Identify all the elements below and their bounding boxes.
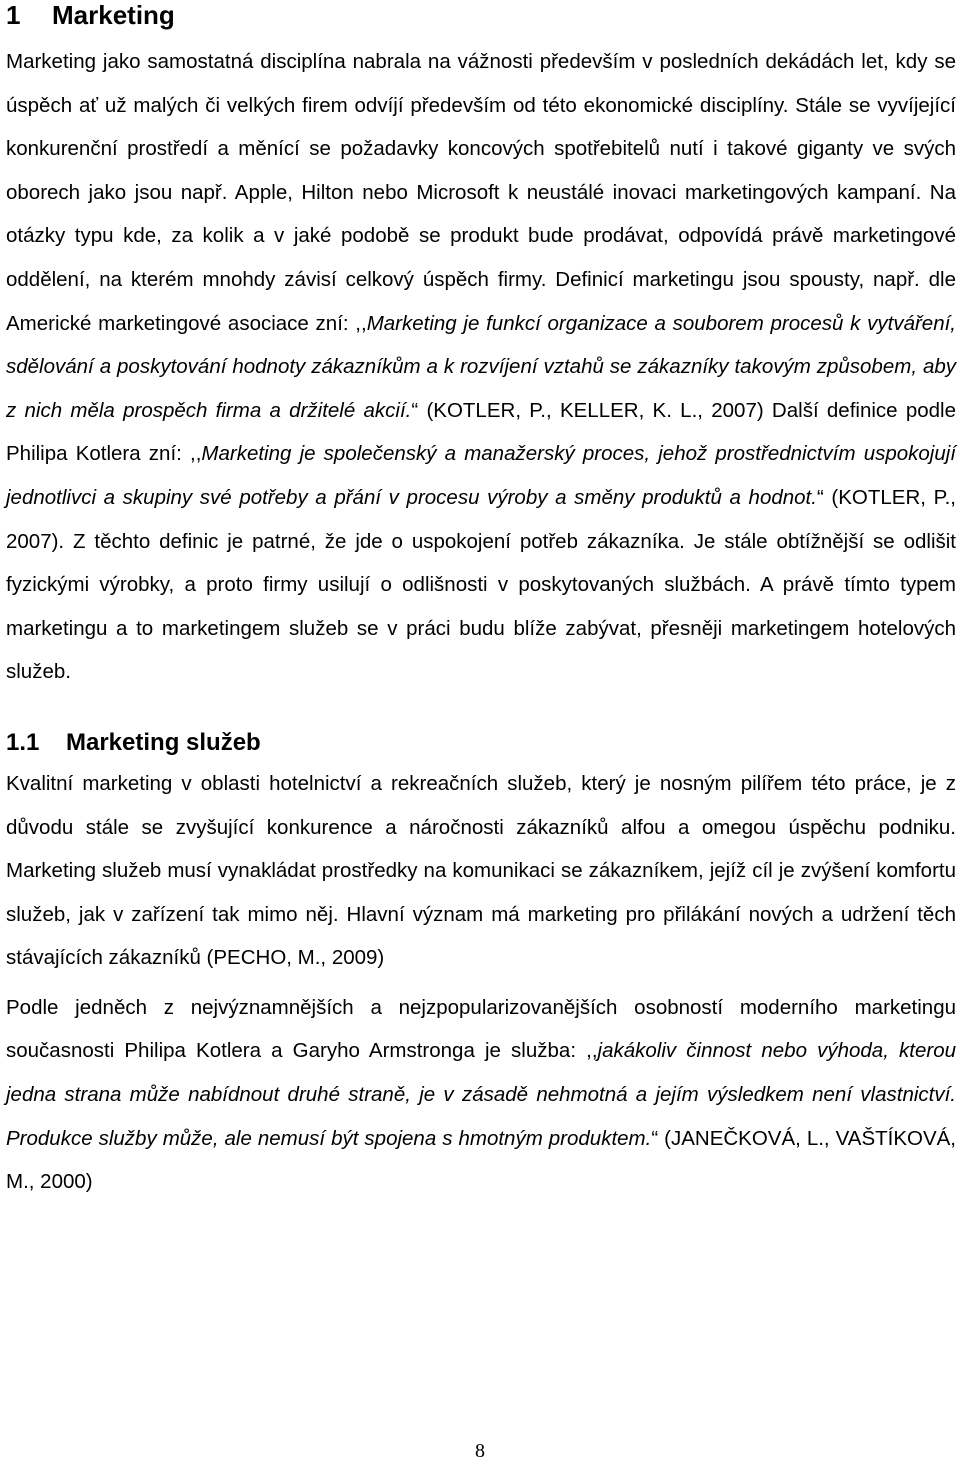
service-definition-quote: jakákoliv činnost nebo výhoda, kterou jedna strana může nabídnout druhé straně, je v zásadě nehmotná a jejím výsledkem není vlastnictví. Produkce služby může, ale nemusí být spojena s hmotným produktem.: [6, 1039, 956, 1150]
page-number: 8: [475, 1440, 485, 1462]
kotler-definition-quote: Marketing je společenský a manažerský proces, jehož prostřednictvím uspokojují jednotlivci a skupiny své potřeby a přání v procesu výroby a směny produktů a hodnot.: [6, 442, 957, 509]
document-page: [6, 0, 956, 1204]
chapter-number: 1: [6, 0, 21, 30]
quote-close-3: “: [651, 1126, 659, 1150]
intro-text-3: (KOTLER, P., 2007). Z těchto definic je patrné, že jde o uspokojení potřeb zákazníka. Je stále obtížnější se odlišit fyzickými výrobky, a proto firmy usilují o odlišnosti v poskytovaných službách. A právě tímto typem marketingu a to marketingem služeb se v práci budu blíže zabývat, přesněji marketingem hotelových služeb.: [6, 485, 956, 684]
service-text-2: (JANEČKOVÁ, L., VAŠTÍKOVÁ, M., 2000): [6, 1126, 957, 1194]
section-title: Marketing služeb: [66, 728, 261, 756]
service-text-1: Podle jedněch z nejvýznamnějších a nejzpopularizovanějších osobností moderního marketingu současnosti Philipa Kotlera a Garyho Armstronga je služba: ,,: [6, 995, 956, 1063]
intro-text-2: (KOTLER, P., KELLER, K. L., 2007) Další definice podle Philipa Kotlera zní: ,,: [6, 398, 956, 466]
section-number: 1.1: [6, 728, 40, 756]
section-heading: [6, 728, 956, 758]
chapter-heading: [6, 0, 956, 30]
chapter-title: Marketing: [52, 0, 175, 30]
quote-close-1: “: [411, 398, 419, 422]
intro-paragraph: [6, 40, 956, 694]
quote-close-2: “: [816, 485, 824, 509]
services-paragraph: Kvalitní marketing v oblasti hotelnictví a rekreačních služeb, který je nosným pilířem této práce, je z důvodu stále se zvyšující konkurence a náročnosti zákazníků alfou a omegou úspěchu podniku. Marketing služeb musí vynakládat prostředky na komunikaci se zákazníkem, jejíž cíl je zvýšení komfortu služeb, jak v zařízení tak mimo něj. Hlavní význam má marketing pro přilákání nových a udržení těch stávajících zákazníků (PECHO, M., 2009): [6, 771, 956, 970]
intro-text-1: Marketing jako samostatná disciplína nabrala na vážnosti především v posledních dekádách let, kdy se úspěch ať už malých či velkých firem odvíjí především od této ekonomické disciplíny. Stále se vyvíjející konkurenční prostředí a měnící se požadavky koncových spotřebitelů nutí i takové giganty ve svých oborech jako jsou např. Apple, Hilton nebo Microsoft k neustálé inovaci marketingových kampaní. Na otázky typu kde, za kolik a v jaké podobě se produkt bude prodávat, odpovídá právě marketingové oddělení, na kterém mnohdy závisí celkový úspěch firmy. Definicí marketingu jsou spousty, např. dle Americké marketingové asociace zní: ,,: [6, 50, 956, 335]
service-definition-paragraph: [6, 986, 956, 1204]
ama-definition-quote: Marketing je funkcí organizace a souborem procesů k vytváření, sdělování a poskytování hodnoty zákazníkům a k rozvíjení vztahů se zákazníky takovým způsobem, aby z nich měla prospěch firma a držitelé akcií.: [6, 311, 956, 422]
